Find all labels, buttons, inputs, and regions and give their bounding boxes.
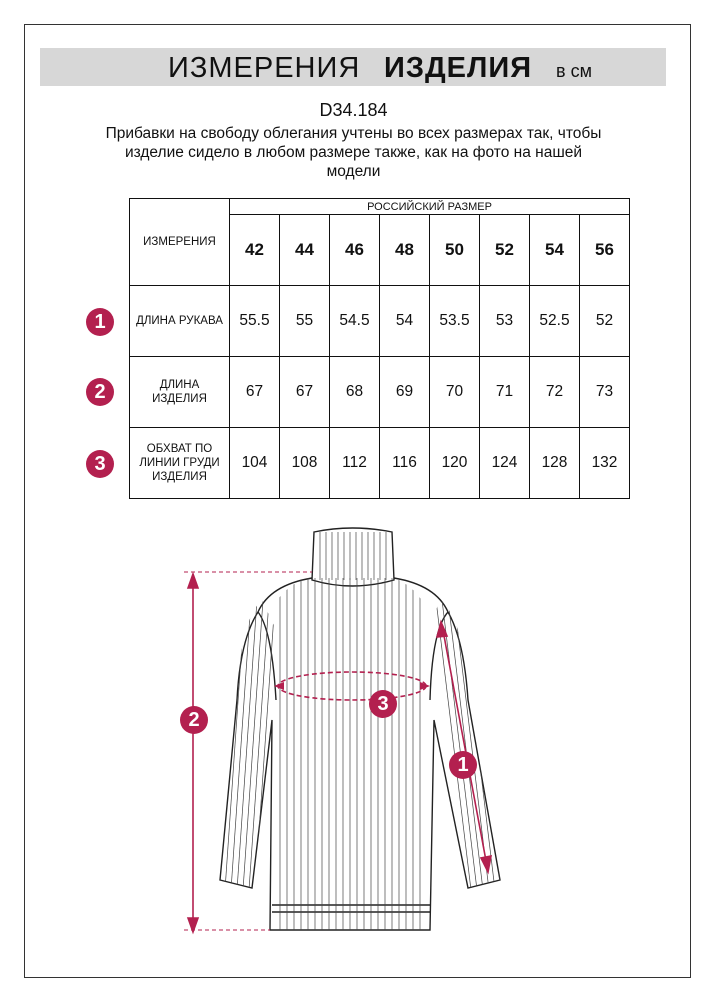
article-number: D34.184 [319,100,388,120]
title-product: ИЗДЕЛИЯ [384,52,533,84]
size-header: 42 [230,215,280,286]
table-cell: 132 [580,428,630,499]
badge-product-length: 2 [86,378,114,406]
table-cell: 120 [430,428,480,499]
badge-sleeve-length: 1 [86,308,114,336]
title-measurements: ИЗМЕРЕНИЯ [168,52,361,84]
table-cell: 104 [230,428,280,499]
fit-note: Прибавки на свободу облегания учтены во всех размерах так, чтобы изделие сидело в любом размере также, как на фото на нашей модели [105,125,602,180]
marker-sleeve: 1 [449,751,477,779]
table-cell: 72 [530,357,580,428]
table-cell: 71 [480,357,530,428]
size-header: 52 [480,215,530,286]
table-cell: 112 [330,428,380,499]
table-cell: 52.5 [530,286,580,357]
size-header: 44 [280,215,330,286]
table-cell: 53.5 [430,286,480,357]
table-cell: 73 [580,357,630,428]
table-cell: 54.5 [330,286,380,357]
table-cell: 52 [580,286,630,357]
table-cell: 116 [380,428,430,499]
row-label-line: ЛИНИИ ГРУДИ [139,457,220,469]
size-header: 50 [430,215,480,286]
table-cell: 68 [330,357,380,428]
row-label-line: ДЛИНА [159,379,200,391]
table-cell: 53 [480,286,530,357]
row-label-sleeve-length: ДЛИНА РУКАВА [130,286,230,357]
row-label-line: ИЗДЕЛИЯ [152,393,207,405]
table-cell: 108 [280,428,330,499]
chest-girth-ellipse [278,672,426,700]
table-cell: 70 [430,357,480,428]
size-header: 48 [380,215,430,286]
corner-label: ИЗМЕРЕНИЯ [130,199,230,286]
table-cell: 67 [230,357,280,428]
table-cell: 67 [280,357,330,428]
row-label-line: ИЗДЕЛИЯ [152,471,207,483]
table-cell: 55.5 [230,286,280,357]
table-cell: 124 [480,428,530,499]
length-arrow [184,572,312,932]
size-header: 56 [580,215,630,286]
size-header: 46 [330,215,380,286]
table-cell: 54 [380,286,430,357]
row-label-line: ОБХВАТ ПО [146,443,213,455]
marker-chest: 3 [369,690,397,718]
table-cell: 69 [380,357,430,428]
table-cell: 128 [530,428,580,499]
size-header: 54 [530,215,580,286]
title-unit: в см [556,61,592,81]
body-rib-lines [280,570,420,930]
sweater-outline-icon [220,528,500,930]
russian-size-header: РОССИЙСКИЙ РАЗМЕР [230,199,630,215]
table-cell: 55 [280,286,330,357]
marker-length: 2 [180,706,208,734]
badge-chest-girth: 3 [86,450,114,478]
